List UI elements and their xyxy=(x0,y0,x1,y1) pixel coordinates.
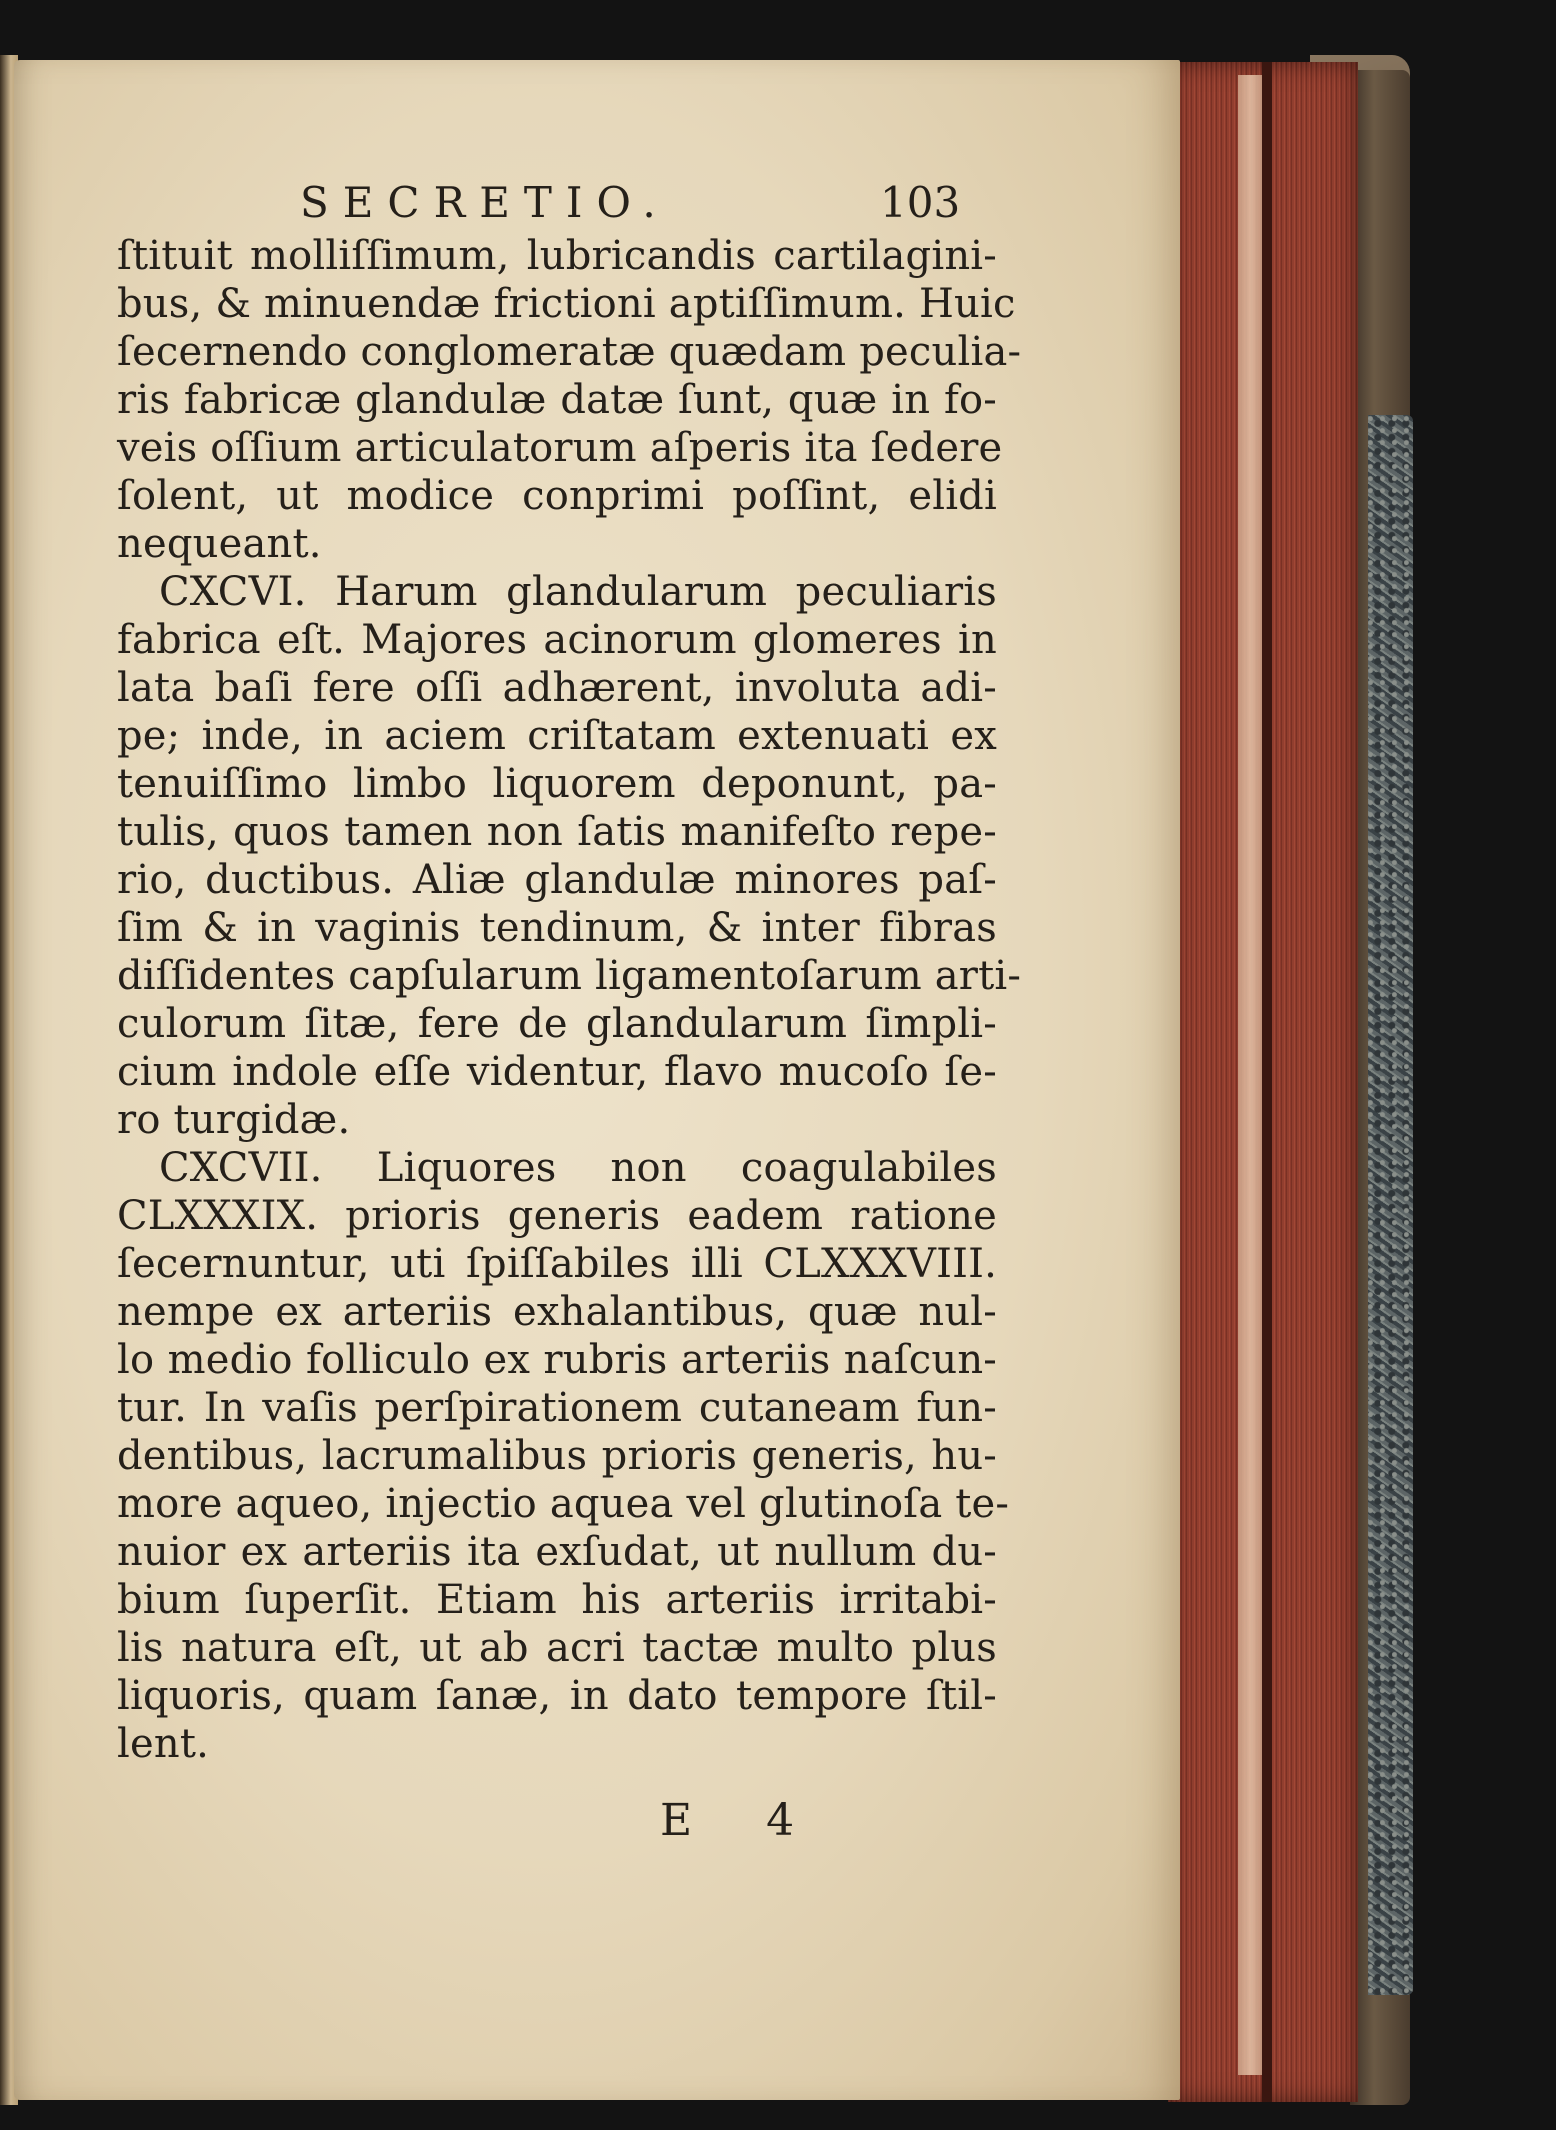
text-line: rio, ductibus. Aliæ glandulæ minores paſ- xyxy=(117,857,997,903)
text-line: veis oſſium articulatorum aſperis ita ſedere xyxy=(117,425,1003,471)
text-line: nempe ex arteriis exhalantibus, quæ nul- xyxy=(117,1289,997,1335)
text-line: bium ſuperſit. Etiam his arteriis irritabi- xyxy=(117,1577,997,1623)
text-line: ſolent, ut modice conprimi poſſint, elidi xyxy=(117,473,997,519)
text-line: more aqueo, injectio aquea vel glutinoſa te- xyxy=(117,1481,1010,1527)
text-line: ſtituit molliſſimum, lubricandis cartilagini- xyxy=(117,233,997,279)
text-line: pe; inde, in aciem criſtatam extenuati ex xyxy=(117,713,997,759)
text-line: diſſidentes capſularum ligamentoſarum arti- xyxy=(117,953,1022,999)
text-line: bus, & minuendæ frictioni aptiſſimum. Huic xyxy=(117,281,1016,327)
text-line: nuior ex arteriis ita exſudat, ut nullum du- xyxy=(117,1529,997,1575)
text-line: liquoris, quam ſanæ, in dato tempore ſtil- xyxy=(117,1673,997,1719)
text-line: ro turgidæ. xyxy=(117,1097,351,1143)
text-line: tulis, quos tamen non ſatis manifeſto repe- xyxy=(117,809,997,855)
text-line: lis natura eſt, ut ab acri tactæ multo plus xyxy=(117,1625,997,1671)
text-line: CXCVII. Liquores non coagulabiles xyxy=(159,1145,997,1191)
text-line: culorum ſitæ, fere de glandularum ſimpli- xyxy=(117,1001,997,1047)
text-line: lata baſi fere oſſi adhærent, involuta adi- xyxy=(117,665,997,711)
body-text xyxy=(117,232,1022,1768)
marbled-cover xyxy=(1368,415,1413,1995)
text-line: CLXXXIX. prioris generis eadem ratione xyxy=(117,1193,997,1239)
signature-mark: E 4 xyxy=(660,1795,825,1846)
text-line: ſecernuntur, uti ſpiſſabiles illi CLXXXVIII. xyxy=(117,1241,997,1287)
text-line: tenuiſſimo limbo liquorem deponunt, pa- xyxy=(117,761,997,807)
text-line: nequeant. xyxy=(117,521,322,567)
page-number: 103 xyxy=(880,178,961,227)
text-line: ſecernendo conglomeratæ quædam peculia- xyxy=(117,329,1022,375)
text-line: tur. In vaſis perſpirationem cutaneam fun- xyxy=(117,1385,997,1431)
text-line: ſim & in vaginis tendinum, & inter fibras xyxy=(117,905,997,951)
text-line: CXCVI. Harum glandularum peculiaris xyxy=(159,569,997,615)
text-line: fabrica eſt. Majores acinorum glomeres in xyxy=(117,617,997,663)
page-stack-highlight xyxy=(1238,75,1264,2075)
running-head: SECRETIO. xyxy=(300,178,670,227)
page-stack-shadow xyxy=(1262,62,1272,2102)
text-line: ris fabricæ glandulæ datæ ſunt, quæ in fo- xyxy=(117,377,997,423)
text-line: lent. xyxy=(117,1721,210,1767)
text-line: dentibus, lacrumalibus prioris generis, hu- xyxy=(117,1433,997,1479)
text-line: cium indole eſſe videntur, flavo mucoſo ſe- xyxy=(117,1049,997,1095)
text-line: lo medio folliculo ex rubris arteriis naſcun- xyxy=(117,1337,997,1383)
